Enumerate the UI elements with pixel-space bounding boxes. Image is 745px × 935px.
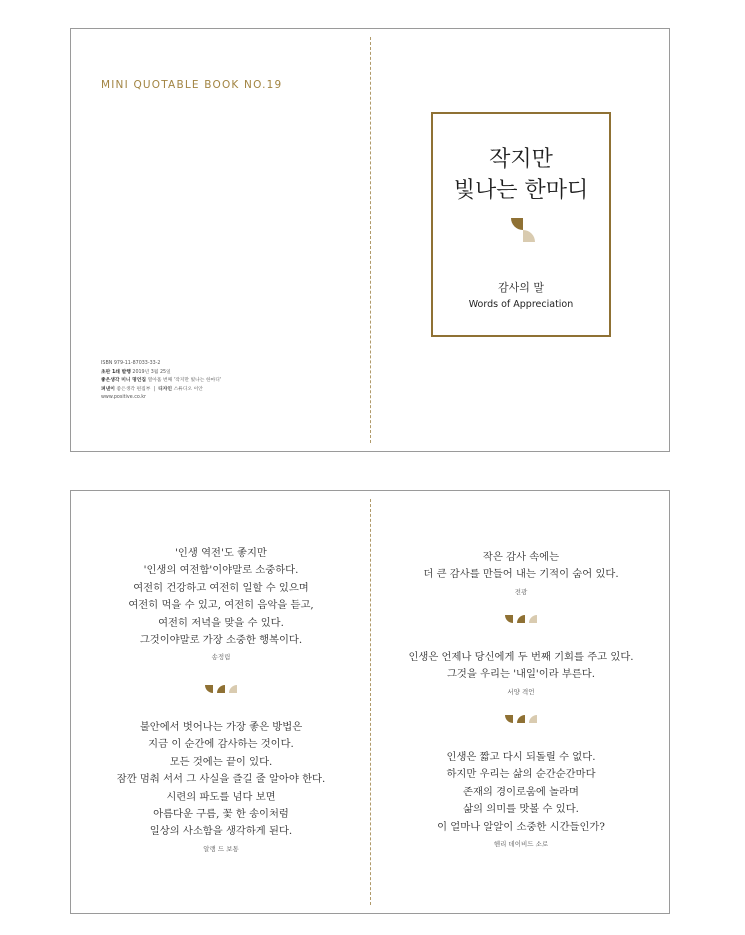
- imprint-edition: 초판 1쇄 발행 2019년 3월 25일: [101, 369, 171, 375]
- quote-line: 인생은 언제나 당신에게 두 번째 기회를 주고 있다.: [408, 651, 634, 663]
- quote-block: [391, 649, 651, 698]
- quote-block: [391, 749, 651, 850]
- quote-line: '인생의 여전함'이야말로 소중하다.: [143, 564, 299, 577]
- quotes-spread: [70, 490, 670, 914]
- quote-line: 아름다운 구름, 꽃 한 송이처럼: [153, 808, 289, 821]
- quote-line: 불안에서 벗어나는 가장 좋은 방법은: [139, 721, 303, 733]
- quote-block: [91, 719, 351, 855]
- quote-author: 서양 격언: [507, 687, 535, 696]
- cover-title: [433, 144, 609, 206]
- isbn: ISBN 979-11-87033-33-2: [101, 361, 161, 366]
- quarter-circles-divider-icon: [504, 713, 538, 727]
- quote-author: 송정림: [211, 653, 231, 662]
- quarter-circles-icon: [509, 216, 537, 242]
- fold-line: [370, 37, 371, 443]
- series-label: MINI QUOTABLE BOOK NO.19: [101, 79, 283, 91]
- quote-line: 여전히 저녁을 맞을 수 있다.: [158, 616, 284, 629]
- quote-line: '인생 역전'도 좋지만: [175, 547, 267, 559]
- quote-block: [91, 545, 351, 663]
- imprint-website: www.positive.co.kr: [101, 395, 146, 401]
- quote-author: 알랭 드 보통: [203, 844, 239, 853]
- quote-line: 이 얼마나 알알이 소중한 시간들인가?: [437, 820, 605, 833]
- cover-title-line2: 빛나는 한마디: [453, 178, 589, 203]
- quarter-circles-divider-icon: [504, 613, 538, 627]
- cover-subtitle-korean: 감사의 말: [497, 281, 544, 294]
- quote-line: 지금 이 순간에 감사하는 것이다.: [148, 738, 294, 751]
- imprint-block: [101, 360, 221, 403]
- quote-line: 그것이야말로 가장 소중한 행복이다.: [139, 634, 303, 647]
- cover-subtitle-english: Words of Appreciation: [468, 299, 574, 310]
- quote-line: 더 큰 감사를 만들어 내는 기적이 숨어 있다.: [423, 568, 619, 581]
- quote-line: 일상의 사소함을 생각하게 된다.: [149, 825, 293, 838]
- quote-line: 여전히 건강하고 여전히 일할 수 있으며: [133, 581, 309, 594]
- quote-line: 잠깐 멈춰 서서 그 사실을 즐길 줄 알아야 한다.: [116, 773, 326, 786]
- quote-line: 여전히 먹을 수 있고, 여전히 음악을 듣고,: [128, 599, 314, 612]
- cover-spread: [70, 28, 670, 452]
- quote-line: 삶의 의미를 맛볼 수 있다.: [463, 803, 579, 816]
- fold-line: [370, 499, 371, 905]
- quote-line: 그것을 우리는 '내일'이라 부른다.: [446, 668, 596, 681]
- quote-line: 인생은 짧고 다시 되돌릴 수 없다.: [446, 751, 596, 763]
- quote-line: 존재의 경이로움에 놀라며: [463, 785, 579, 798]
- quarter-circles-divider-icon: [204, 683, 238, 697]
- quote-author: 헨리 데이비드 소로: [493, 840, 549, 849]
- cover-frame: [431, 112, 611, 337]
- imprint-series: 좋은생각 미니 명언집 열아홉 번째 '작지만 빛나는 한마디': [101, 378, 222, 384]
- quote-author: 전광: [514, 587, 528, 596]
- quote-line: 하지만 우리는 삶의 순간순간마다: [446, 768, 596, 781]
- quote-block: [391, 549, 651, 598]
- quote-line: 시련의 파도를 넘다 보면: [166, 790, 276, 803]
- quote-line: 작은 감사 속에는: [482, 551, 560, 563]
- cover-title-line1: 작지만: [489, 147, 553, 172]
- imprint-publisher: 펴낸이 좋은생각 편집부 | 디자인 스튜디오 이안: [101, 386, 203, 392]
- quote-line: 모든 것에는 끝이 있다.: [169, 755, 273, 768]
